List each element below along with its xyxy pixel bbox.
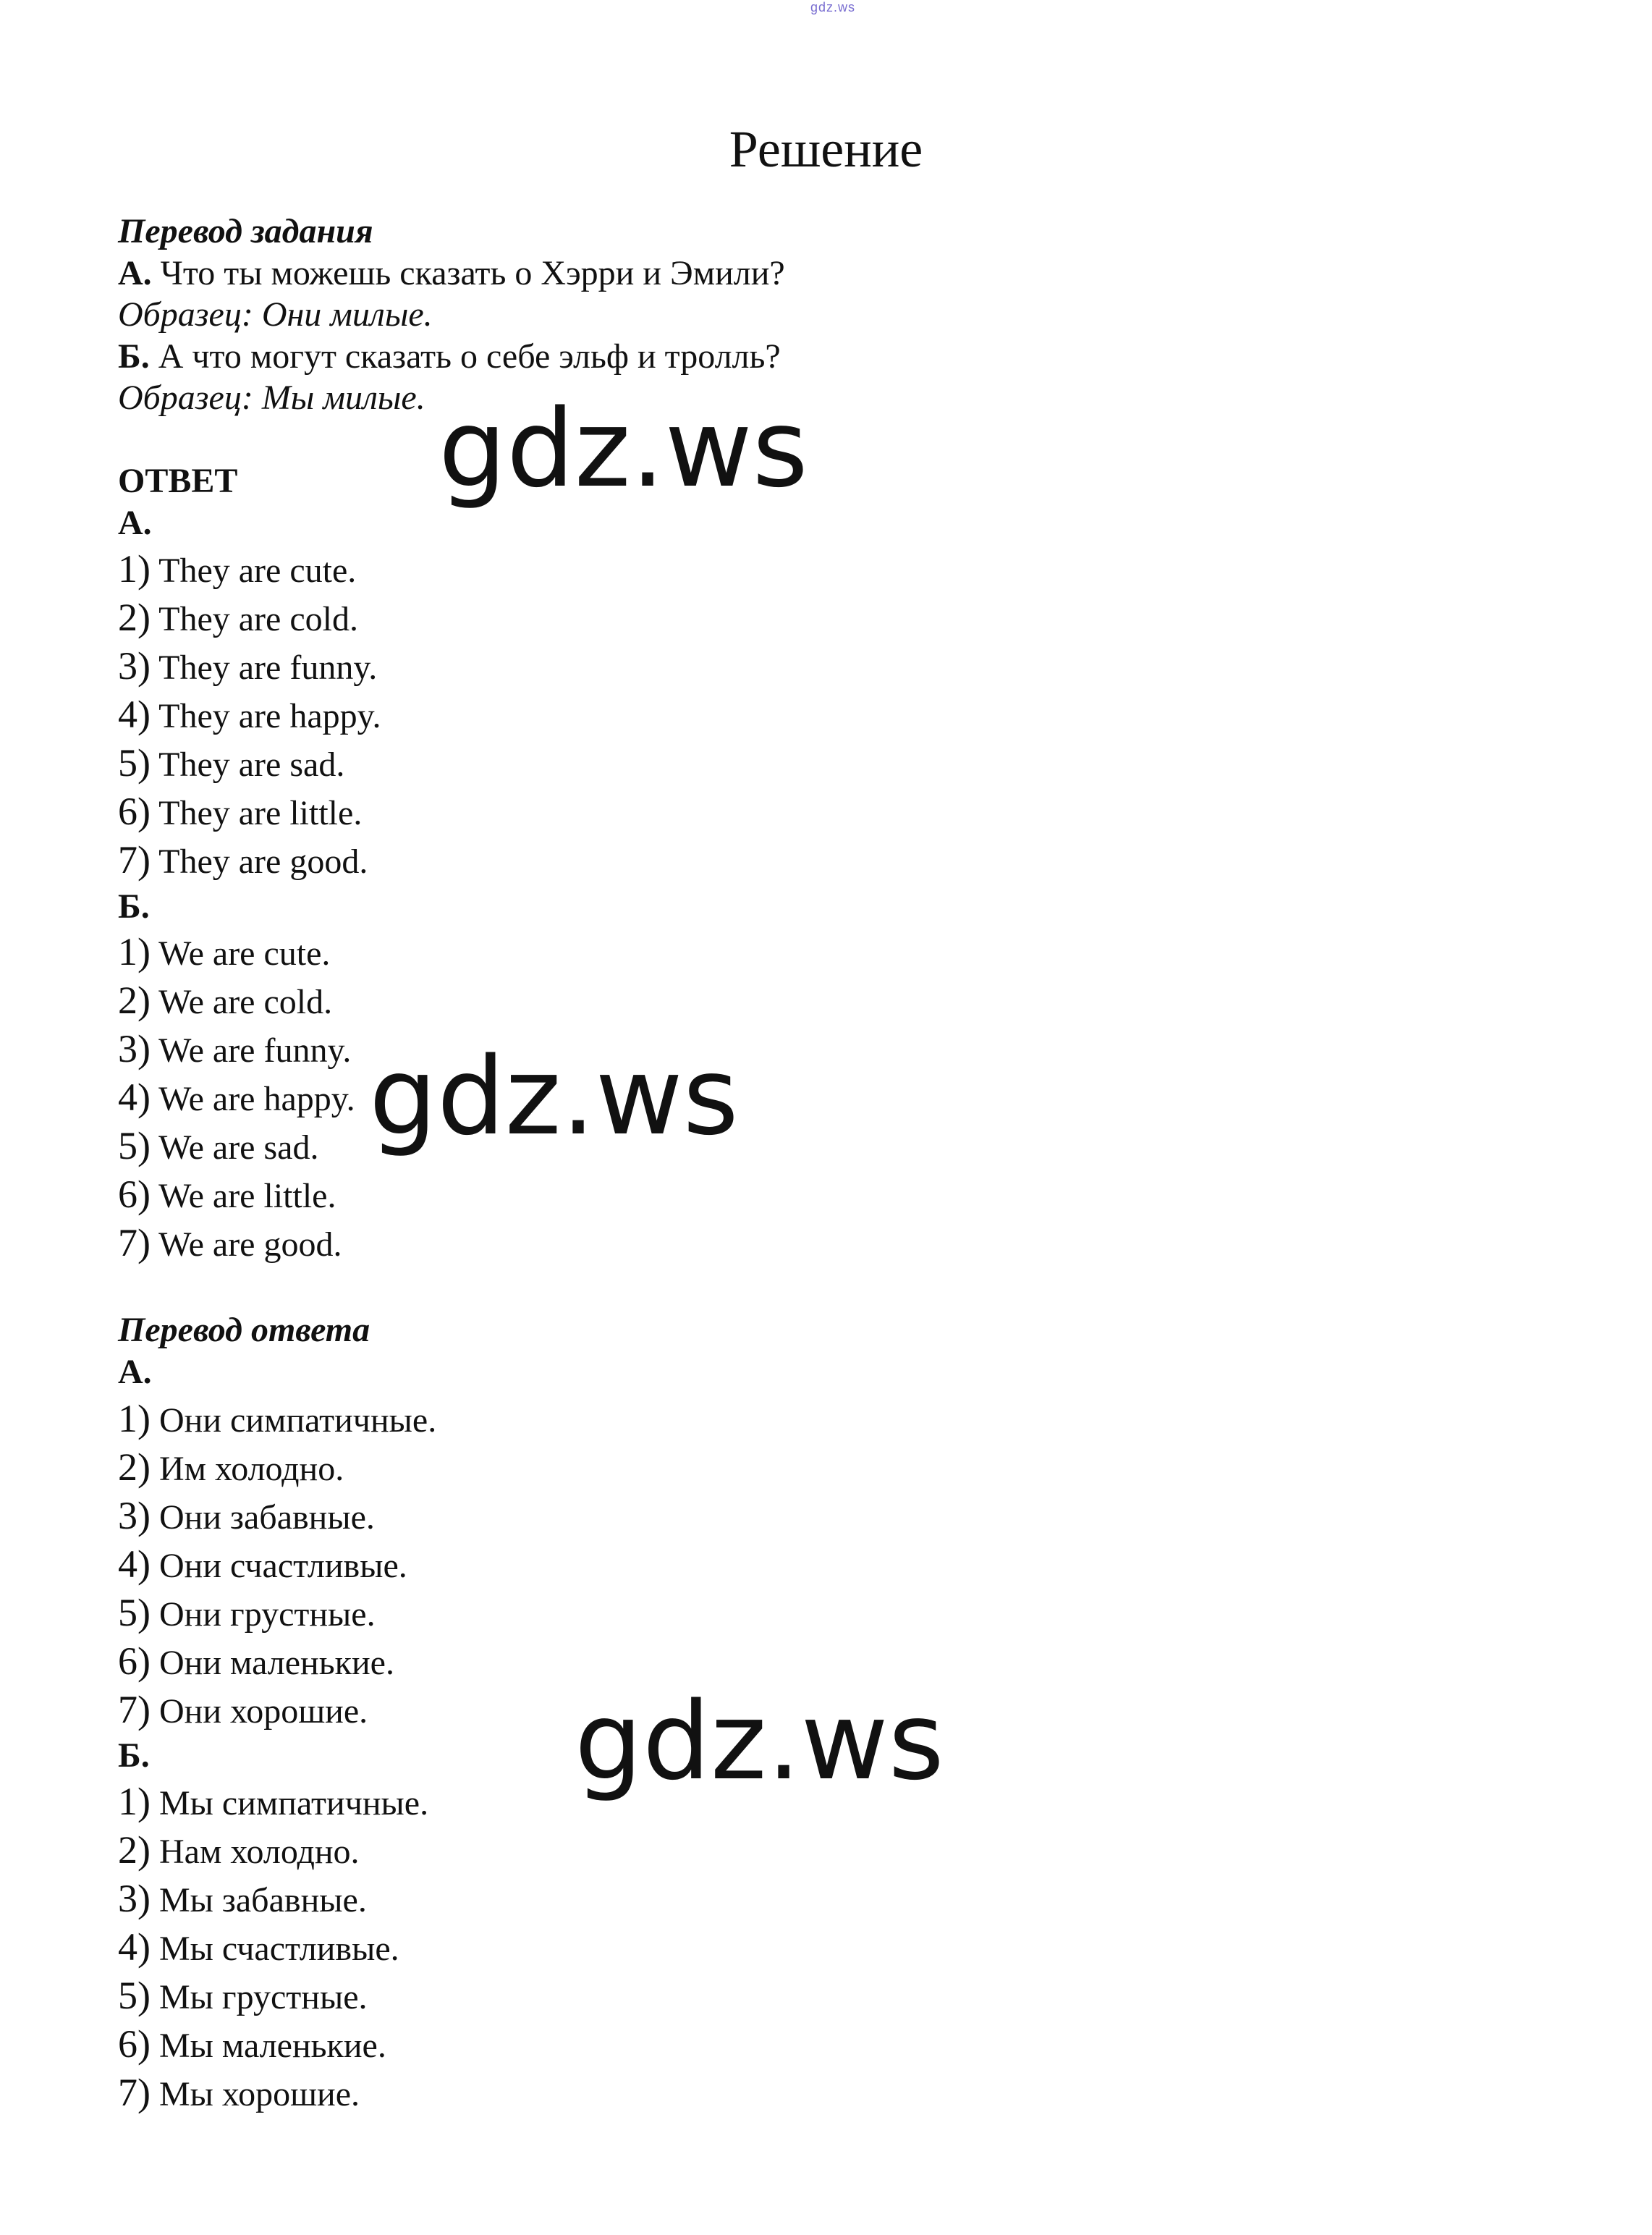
item-text: Им холодно. bbox=[150, 1450, 344, 1488]
translation-b-item bbox=[118, 1927, 399, 1969]
item-number: 5) bbox=[118, 1591, 151, 1634]
item-number: 1) bbox=[118, 547, 151, 591]
translation-b-label: Б. bbox=[118, 1736, 150, 1775]
task-a-text: Что ты можешь сказать о Хэрри и Эмили? bbox=[151, 254, 785, 292]
answer-b-item bbox=[118, 1028, 351, 1071]
translation-b-item bbox=[118, 2024, 386, 2066]
item-number: 2) bbox=[118, 1445, 151, 1489]
item-number: 2) bbox=[118, 596, 151, 639]
item-text: We are little. bbox=[150, 1177, 336, 1215]
item-number: 7) bbox=[118, 1688, 151, 1731]
item-text: They are sad. bbox=[150, 745, 345, 784]
page-title: Решение bbox=[729, 120, 923, 178]
translation-b-item bbox=[118, 1975, 368, 2018]
item-number: 5) bbox=[118, 1124, 151, 1167]
answer-a-item bbox=[118, 646, 377, 688]
translation-a-item bbox=[118, 1641, 394, 1683]
answer-b-item bbox=[118, 1125, 318, 1168]
translation-b-item bbox=[118, 1830, 360, 1872]
item-text: They are happy. bbox=[150, 697, 381, 735]
answer-a-item bbox=[118, 694, 381, 737]
item-text: Они забавные. bbox=[150, 1498, 375, 1537]
item-text: Мы забавные. bbox=[150, 1881, 367, 1919]
item-number: 4) bbox=[118, 1542, 151, 1586]
item-number: 6) bbox=[118, 790, 151, 833]
item-text: We are cold. bbox=[150, 983, 333, 1021]
task-b-example: Образец: Мы милые. bbox=[118, 379, 425, 417]
answer-b-item bbox=[118, 1222, 342, 1265]
task-b-line bbox=[118, 337, 781, 377]
translation-a-label: А. bbox=[118, 1353, 152, 1391]
answer-heading: ОТВЕТ bbox=[118, 462, 238, 500]
item-number: 6) bbox=[118, 1639, 151, 1683]
answer-translation-heading: Перевод ответа bbox=[118, 1311, 370, 1349]
item-text: We are sad. bbox=[150, 1128, 319, 1167]
answer-a-label: А. bbox=[118, 504, 152, 542]
item-text: Мы симпатичные. bbox=[150, 1784, 429, 1822]
item-text: Мы маленькие. bbox=[150, 2027, 386, 2065]
item-text: They are funny. bbox=[150, 648, 378, 687]
translation-b-item bbox=[118, 2072, 360, 2115]
item-text: Нам холодно. bbox=[150, 1833, 360, 1871]
item-text: They are cold. bbox=[150, 600, 358, 638]
answer-a-item bbox=[118, 743, 344, 785]
answer-a-item bbox=[118, 791, 362, 834]
item-number: 3) bbox=[118, 1877, 151, 1920]
answer-a-item bbox=[118, 549, 356, 591]
item-number: 1) bbox=[118, 1397, 151, 1440]
item-text: We are happy. bbox=[150, 1080, 355, 1118]
item-number: 7) bbox=[118, 838, 151, 882]
task-a-label: А. bbox=[118, 254, 152, 292]
translation-a-item bbox=[118, 1689, 368, 1732]
item-text: We are good. bbox=[150, 1225, 342, 1264]
item-number: 7) bbox=[118, 1221, 151, 1264]
item-number: 2) bbox=[118, 979, 151, 1022]
answer-a-item bbox=[118, 597, 358, 640]
translation-a-item bbox=[118, 1495, 375, 1538]
item-text: Они хорошие. bbox=[150, 1692, 368, 1731]
item-number: 4) bbox=[118, 693, 151, 736]
item-text: They are little. bbox=[150, 794, 363, 832]
item-text: Они счастливые. bbox=[150, 1547, 407, 1585]
item-number: 7) bbox=[118, 2071, 151, 2114]
item-text: We are cute. bbox=[150, 934, 331, 973]
translation-b-item bbox=[118, 1878, 367, 1921]
answer-b-item bbox=[118, 1174, 336, 1217]
top-watermark: gdz.ws bbox=[810, 0, 856, 14]
watermark-text: gdz.ws bbox=[369, 1034, 739, 1159]
item-number: 3) bbox=[118, 644, 151, 688]
item-number: 1) bbox=[118, 1780, 151, 1823]
item-number: 3) bbox=[118, 1494, 151, 1537]
item-number: 3) bbox=[118, 1027, 151, 1070]
answer-b-label: Б. bbox=[118, 887, 150, 926]
item-number: 6) bbox=[118, 1173, 151, 1216]
item-number: 4) bbox=[118, 1925, 151, 1969]
translation-a-item bbox=[118, 1544, 407, 1587]
translation-a-item bbox=[118, 1398, 436, 1441]
item-number: 5) bbox=[118, 1974, 151, 2017]
watermark-text: gdz.ws bbox=[439, 386, 808, 511]
task-translation-heading: Перевод задания bbox=[118, 212, 373, 250]
item-text: They are good. bbox=[150, 842, 368, 881]
watermark-text: gdz.ws bbox=[575, 1679, 944, 1804]
answer-b-item bbox=[118, 980, 332, 1023]
item-text: Они симпатичные. bbox=[150, 1401, 437, 1440]
task-a-example: Образец: Они милые. bbox=[118, 295, 433, 334]
item-number: 2) bbox=[118, 1828, 151, 1872]
translation-a-item bbox=[118, 1447, 344, 1490]
answer-a-item bbox=[118, 840, 368, 882]
translation-b-item bbox=[118, 1781, 428, 1824]
item-number: 6) bbox=[118, 2022, 151, 2066]
item-text: Мы хорошие. bbox=[150, 2075, 360, 2113]
item-text: Мы грустные. bbox=[150, 1978, 368, 2016]
answer-b-item bbox=[118, 1077, 355, 1120]
task-a-line bbox=[118, 253, 785, 294]
task-b-label: Б. bbox=[118, 337, 150, 376]
item-text: Они грустные. bbox=[150, 1595, 376, 1634]
answer-b-item bbox=[118, 931, 330, 974]
translation-a-item bbox=[118, 1592, 376, 1635]
item-number: 4) bbox=[118, 1076, 151, 1119]
item-number: 1) bbox=[118, 930, 151, 973]
item-text: Мы счастливые. bbox=[150, 1930, 399, 1968]
item-number: 5) bbox=[118, 741, 151, 785]
item-text: We are funny. bbox=[150, 1031, 352, 1070]
item-text: They are cute. bbox=[150, 552, 357, 590]
task-b-text: А что могут сказать о себе эльф и тролль? bbox=[149, 337, 781, 376]
item-text: Они маленькие. bbox=[150, 1644, 394, 1682]
